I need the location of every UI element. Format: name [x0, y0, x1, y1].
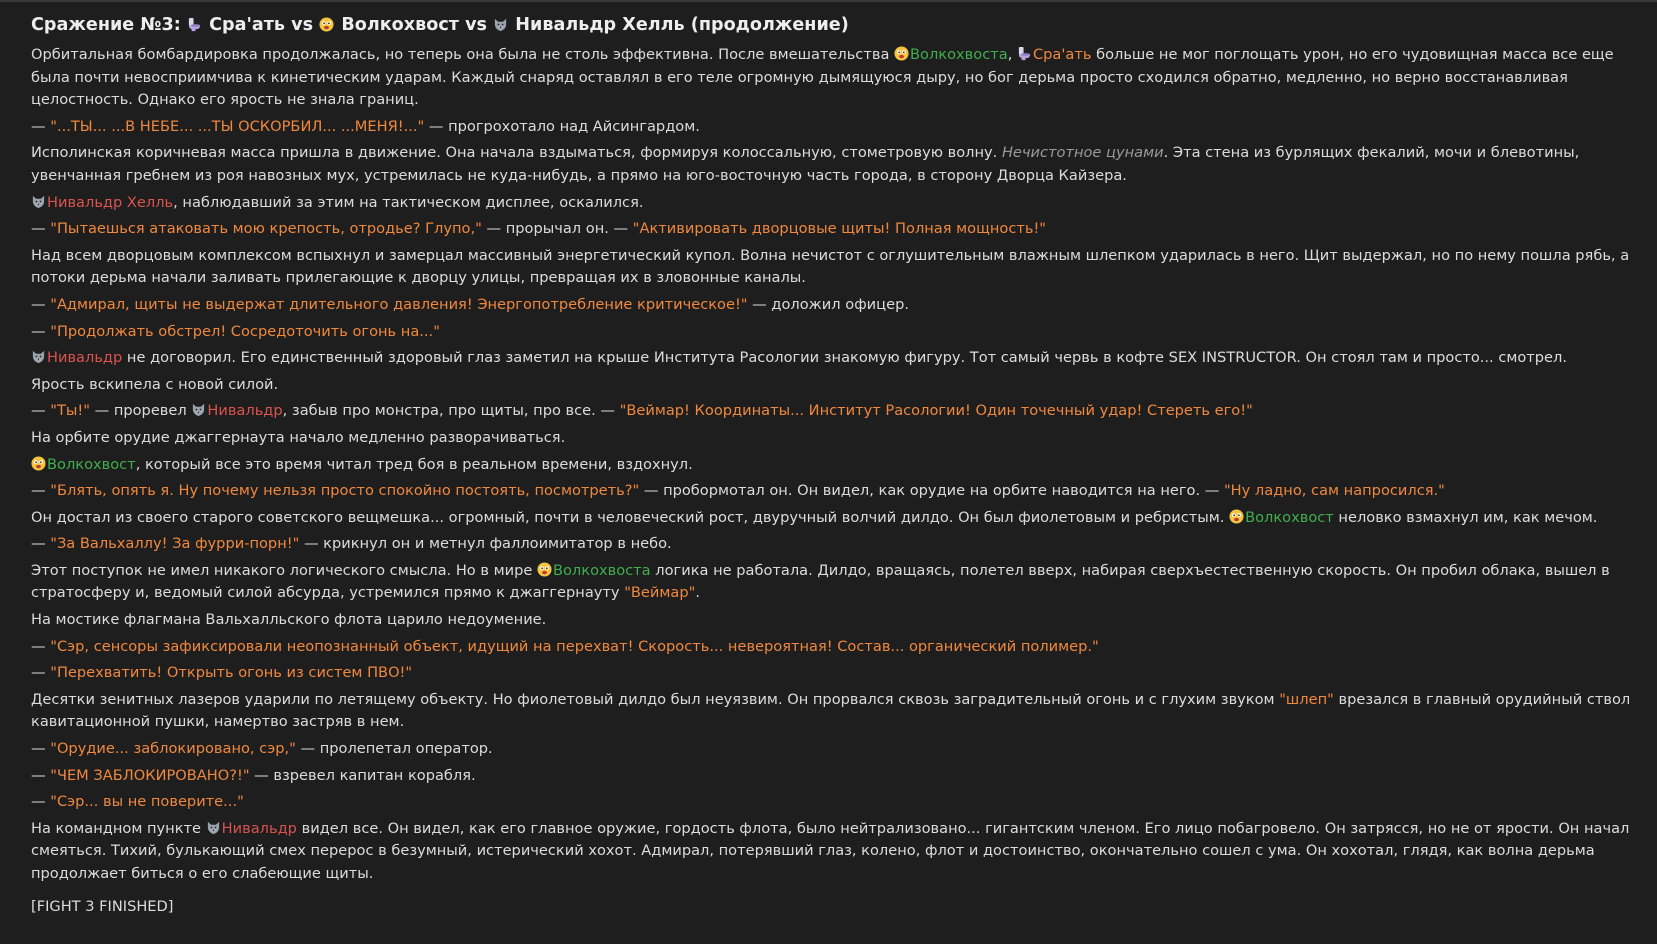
paragraph: Этот поступок не имел никакого логического смысла. Но в мире Волкохвоста логика не работала. Дилдо, вращаясь, полетел вверх, набирая сверхъестественную скорость. Он пробил облака, вышел в стратосферу и, ведомый силой абсурда, устремился прямо к джаггернауту "Веймар". — [31, 561, 1610, 602]
wolf-icon — [31, 194, 46, 209]
message-content — [0, 2, 1657, 918]
dizzy-face-icon — [537, 562, 552, 577]
dialogue-line: — "...ТЫ... ...В НЕБЕ... ...ТЫ ОСКОРБИЛ... ...МЕНЯ!..." — прогрохотало над Айсингардом. — [31, 117, 700, 135]
dialogue-line: — "Адмирал, щиты не выдержат длительного давления! Энергопотребление критическое!" — доложил офицер. — [31, 295, 909, 313]
character-name: Нивальдр Хелль — [47, 193, 174, 211]
quote: "ЧЕМ ЗАБЛОКИРОВАНО?!" — [50, 766, 250, 784]
paragraph: На командном пункте Нивальдр видел все. Он видел, как его главное оружие, гордость флота, было нейтрализовано... гигантским членом. Его лицо побагровело. Он затрясся, но не от ярости. Он начал смеяться. Тихий, булькающий смех перерос в безумный, истерический хохот. Адмирал, потерявший глаз, колено, флот и достоинство, окончательно сошел с ума. Он хохотал, глядя, как волна дерьма продолжает биться о его слабеющие щиты. — [31, 819, 1630, 882]
dizzy-face-icon — [31, 456, 46, 471]
toilet-icon — [187, 17, 202, 32]
paragraph: Ярость вскипела с новой силой. — [31, 375, 279, 393]
paragraph: Орбитальная бомбардировка продолжалась, но теперь она была не столь эффективна. После вмешательства Волкохвоста, Сра'ать больше не мог поглощать урон, но его чудовищная масса все еще была почти невосприимчива к кинетическим ударам. Каждый снаряд оставлял в его теле огромную дымящуюся дыру, но бог дерьма просто сходился обратно, медленно, но верно восстанавливая целостность. Однако его ярость не знала границ. — [31, 46, 1614, 109]
dizzy-face-icon — [1229, 509, 1244, 524]
quote: "Ну ладно, сам напросился." — [1223, 482, 1445, 500]
wolf-icon — [206, 820, 221, 835]
dialogue-line: — "Сэр... вы не поверите..." — [31, 793, 244, 811]
wolf-icon — [493, 17, 508, 32]
quote: "Сэр, сенсоры зафиксировали неопознанный объект, идущий на перехват! Скорость... невероятная! Состав... органический полимер." — [50, 637, 1099, 655]
paragraph: Волкохвост, который все это время читал тред боя в реальном времени, вздохнул. — [31, 454, 1645, 477]
paragraph: На мостике флагмана Вальхалльского флота царило недоумение. — [31, 611, 547, 629]
wolf-icon — [31, 349, 46, 364]
quote: "Веймар" — [624, 584, 696, 602]
quote: "Сэр... вы не поверите..." — [50, 793, 244, 811]
character-name: Волкохвост — [47, 455, 136, 473]
dialogue-line: — "Орудие... заблокировано, сэр," — пролепетал оператор. — [31, 740, 493, 758]
paragraph: Десятки зенитных лазеров ударили по летящему объекту. Но фиолетовый дилдо был неуязвим. Он прорвался сквозь заградительный огонь и с глухим звуком "шлеп" врезался в главный орудийный ствол кавитационной пушки, намертво застряв в нем. — [31, 690, 1631, 731]
toilet-icon — [1017, 46, 1032, 61]
paragraph: Над всем дворцовым комплексом вспыхнул и замерцал массивный энергетический купол. Волна нечистот с оглушительным влажным шлепком ударилась в него. Щит выдержал, но по нему пошла рябь, а потоки дерьма начали заливать прилегающие к дворцу улицы, превращая их в зловонные каналы. — [31, 246, 1630, 287]
character-name: Нивальдр — [47, 349, 123, 367]
italic-term: Нечистотное цунами — [1001, 144, 1164, 162]
paragraph: Исполинская коричневая масса пришла в движение. Она начала вздыматься, формируя колоссальную, стометровую волну. Нечистотное цунами. Эта стена из бурлящих фекалий, мочи и блевотины, увенчанная гребнем из роя навозных мух, устремилась не куда-нибудь, а прямо на юго-восточную часть города, в сторону Дворца Кайзера. — [31, 144, 1580, 184]
quote: "шлеп" — [1279, 690, 1334, 708]
fight-finished-marker: [FIGHT 3 FINISHED] — [31, 897, 174, 915]
character-name: Волкохвост — [1245, 508, 1334, 526]
paragraph: Нивальдр не договорил. Его единственный здоровый глаз заметил на крыше Института Расологии знакомую фигуру. Тот самый червь в кофте SEX INSTRUCTOR. Он стоял там и просто... смотрел. — [31, 347, 1645, 370]
quote: "За Вальхаллу! За фурри-порн!" — [50, 535, 300, 553]
dizzy-face-icon — [894, 46, 909, 61]
quote: "...ТЫ... ...В НЕБЕ... ...ТЫ ОСКОРБИЛ... ...МЕНЯ!..." — [50, 117, 425, 135]
dialogue-line: — "Перехватить! Открыть огонь из систем ПВО!" — [31, 664, 413, 682]
quote: "Веймар! Координаты... Институт Расологии! Один точечный удар! Стереть его!" — [619, 402, 1253, 420]
wolf-icon — [191, 402, 206, 417]
dizzy-face-icon — [319, 17, 334, 32]
dialogue-line: — "Продолжать обстрел! Сосредоточить огонь на..." — [31, 322, 440, 340]
character-name: Сра'ать — [1032, 46, 1092, 63]
character-name: Нивальдр — [221, 819, 297, 837]
quote: "Блять, опять я. Ну почему нельзя просто спокойно постоять, посмотреть?" — [50, 482, 640, 500]
character-name: Нивальдр — [207, 402, 283, 420]
dialogue-line: — "Пытаешься атаковать мою крепость, отродье? Глупо," — прорычал он. — "Активировать дворцовые щиты! Полная мощность!" — [31, 220, 1047, 238]
paragraph: Нивальдр Хелль, наблюдавший за этим на тактическом дисплее, оскалился. — [31, 192, 1645, 215]
quote: "Активировать дворцовые щиты! Полная мощность!" — [632, 220, 1047, 238]
quote: "Перехватить! Открыть огонь из систем ПВО!" — [50, 664, 413, 682]
dialogue-line: — "Ты!" — проревел Нивальдр, забыв про монстра, про щиты, про все. — "Веймар! Координаты... Институт Расологии! Один точечный удар! Стереть его!" — [31, 402, 1253, 420]
quote: "Орудие... заблокировано, сэр," — [50, 740, 296, 758]
quote: "Продолжать обстрел! Сосредоточить огонь на..." — [50, 322, 440, 340]
dialogue-line: — "Сэр, сенсоры зафиксировали неопознанный объект, идущий на перехват! Скорость... невероятная! Состав... органический полимер." — [31, 637, 1099, 655]
quote: "Пытаешься атаковать мою крепость, отродье? Глупо," — [50, 220, 482, 238]
character-name: Волкохвоста — [910, 46, 1008, 63]
character-name: Волкохвоста — [552, 561, 651, 579]
dialogue-line: — "За Вальхаллу! За фурри-порн!" — крикнул он и метнул фаллоимитатор в небо. — [31, 535, 672, 553]
paragraph: На орбите орудие джаггернаута начало медленно разворачиваться. — [31, 428, 566, 446]
page-title: Сражение №3: Сра'ать vs Волкохвост vs Нивальдр Хелль (продолжение) — [31, 15, 849, 35]
dialogue-line: — "ЧЕМ ЗАБЛОКИРОВАНО?!" — взревел капитан корабля. — [31, 766, 476, 784]
dialogue-line: — "Блять, опять я. Ну почему нельзя просто спокойно постоять, посмотреть?" — пробормотал он. Он видел, как орудие на орбите наводится на него. — "Ну ладно, сам напросился." — [31, 482, 1445, 500]
quote: "Ты!" — [50, 402, 90, 420]
quote: "Адмирал, щиты не выдержат длительного давления! Энергопотребление критическое!" — [50, 295, 748, 313]
paragraph: Он достал из своего старого советского вещмешка... огромный, почти в человеческий рост, двуручный волчий дилдо. Он был фиолетовым и ребристым. Волкохвост неловко взмахнул им, как мечом. — [31, 508, 1598, 526]
